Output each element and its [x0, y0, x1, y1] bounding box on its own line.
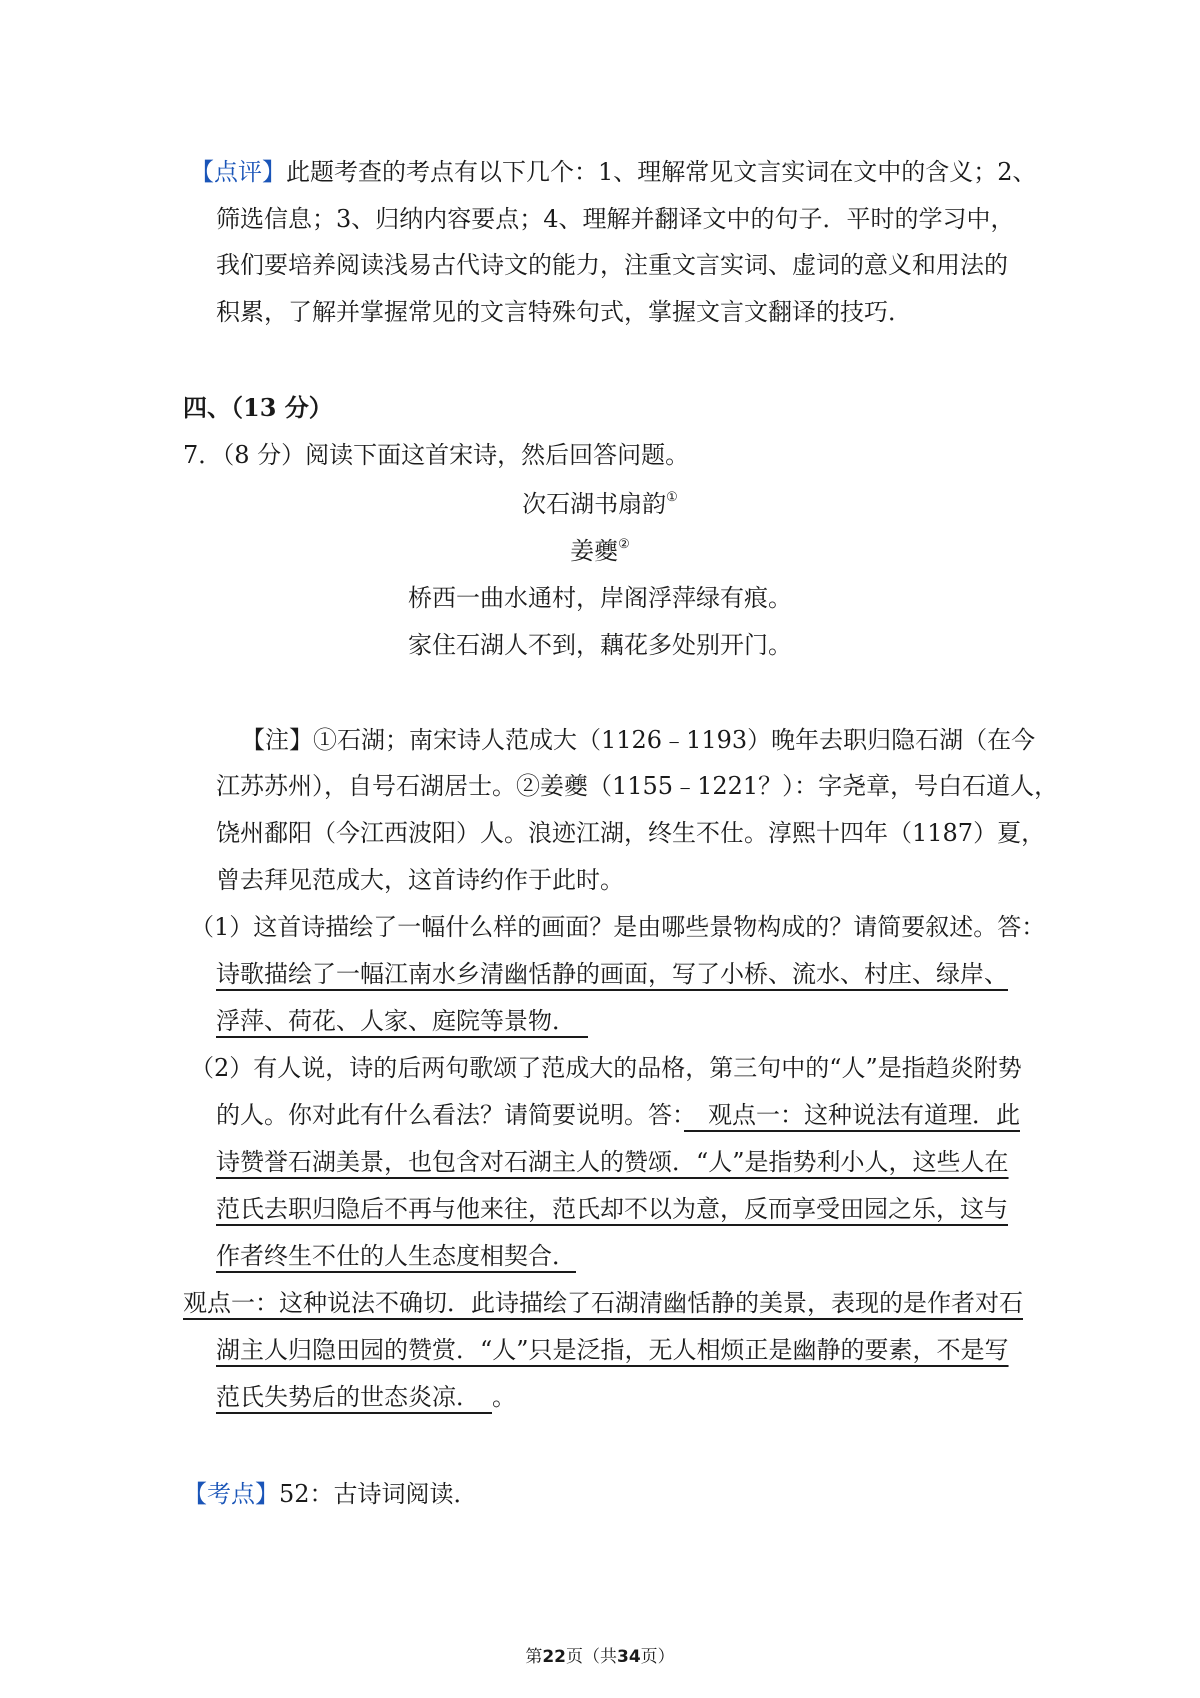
q2-question-line-2 — [216, 1097, 1020, 1133]
q2-answer-line-8 — [216, 1379, 516, 1415]
q1-answer-line-1: 诗歌描绘了一幅江南水乡清幽恬静的画面，写了小桥、流水、村庄、绿岸、 — [216, 960, 1008, 988]
footer-prefix: 第 — [525, 1647, 543, 1667]
poem-line-2: 家住石湖人不到，藕花多处别开门。 — [408, 631, 792, 659]
footer-total-pages: 34 — [617, 1647, 641, 1667]
comment-line-2: 筛选信息；3、归纳内容要点；4、理解并翻译文中的句子．平时的学习中， — [216, 205, 1015, 233]
q2-answer-line-5: 作者终生不仕的人生态度相契合． — [216, 1242, 576, 1270]
q2-question-line-1: （2）有人说，诗的后两句歌颂了范成大的品格，第三句中的“人”是指趋炎附势 — [190, 1054, 1022, 1082]
kaodian-tag: 【考点】 — [183, 1480, 279, 1508]
footer-suffix: 页） — [640, 1647, 675, 1667]
q2-question-text: 的人。你对此有什么看法？请简要说明。答： — [216, 1101, 684, 1129]
poem-author-text: 姜夔 — [570, 537, 619, 565]
q2-answer-line-7: 湖主人归隐田园的赞赏．“人”只是泛指，无人相烦正是幽静的要素，不是写 — [216, 1336, 1009, 1364]
poem-title-text: 次石湖书扇韵 — [522, 490, 667, 518]
comment-text-1: 此题考查的考点有以下几个：1、理解常见文言实词在文中的含义；2、 — [286, 158, 1037, 186]
poem-author-note-marker: ② — [618, 537, 630, 552]
comment-line-3: 我们要培养阅读浅易古代诗文的能力，注重文言实词、虚词的意义和用法的 — [216, 251, 1008, 279]
q2-answer-line-4: 范氏去职归隐后不再与他来往，范氏却不以为意，反而享受田园之乐，这与 — [216, 1195, 1008, 1223]
poem-author — [0, 533, 1200, 574]
comment-line-1 — [190, 154, 1037, 190]
comment-line-4: 积累，了解并掌握常见的文言特殊句式，掌握文言文翻译的技巧． — [216, 298, 912, 326]
q2-answer-line-3: 诗赞誉石湖美景，也包含对石湖主人的赞颂．“人”是指势利小人，这些人在 — [216, 1148, 1009, 1176]
poem-line-1: 桥西一曲水通村，岸阁浮萍绿有痕。 — [408, 584, 792, 612]
note-line-4: 曾去拜见范成大，这首诗约作于此时。 — [216, 866, 624, 894]
q2-end-mark: 。 — [492, 1383, 516, 1411]
note-line-2: 江苏苏州），自号石湖居士。②姜夔（1155﹣1221？）：字尧章，号白石道人， — [216, 772, 1059, 800]
page-footer — [0, 1645, 1200, 1669]
question-prompt: 7．（8 分）阅读下面这首宋诗，然后回答问题。 — [183, 441, 690, 469]
q1-answer-line-2: 浮萍、荷花、人家、庭院等景物． — [216, 1007, 588, 1035]
kaodian-text: 52：古诗词阅读． — [279, 1480, 478, 1508]
poem-title-note-marker: ① — [666, 490, 678, 505]
q2-answer-line-6: 观点一：这种说法不确切．此诗描绘了石湖清幽恬静的美景，表现的是作者对石 — [183, 1289, 1023, 1317]
q1-question: （1）这首诗描绘了一幅什么样的画面？是由哪些景物构成的？请简要叙述。答： — [190, 913, 1046, 941]
kaodian-line — [183, 1476, 478, 1512]
comment-tag: 【点评】 — [190, 158, 286, 186]
footer-middle: 页（共 — [566, 1647, 617, 1667]
note-line-1: 【注】①石湖；南宋诗人范成大（1126﹣1193）晚年去职归隐石湖（在今 — [241, 726, 1036, 754]
footer-page-number: 22 — [542, 1647, 566, 1667]
q2-answer-end: 范氏失势后的世态炎凉． — [216, 1383, 492, 1411]
section-heading: 四、（13 分） — [183, 393, 333, 422]
poem-title — [0, 486, 1200, 527]
note-line-3: 饶州鄱阳（今江西波阳）人。浪迹江湖，终生不仕。淳熙十四年（1187）夏， — [216, 819, 1046, 847]
q2-answer-start: 观点一：这种说法有道理．此 — [684, 1101, 1020, 1129]
